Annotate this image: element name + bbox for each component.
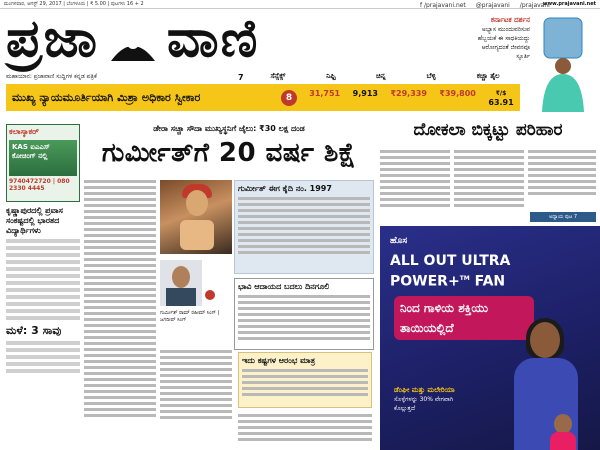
logo-emblem-icon	[107, 19, 159, 59]
ad-offer: ಡೆಂಘೀ ಮತ್ತು ಮಲೇರಿಯಾ ಸೊಳ್ಳೆಗಳನ್ನು 30% ವೇಗವಾಗಿ ಕೊಲ್ಲುತ್ತದೆ	[394, 386, 455, 412]
doklam-headline[interactable]: ದೋಕಲಾ ಬಿಕ್ಕಟ್ಟು ಪರಿಹಾರ	[413, 120, 563, 140]
gurmeet-photo[interactable]	[160, 180, 232, 254]
red-dot-icon	[205, 290, 215, 300]
teaser-photo[interactable]	[530, 16, 596, 112]
judge-photo[interactable]	[160, 260, 202, 306]
market-label: ಬೆಳ್ಳಿ	[426, 72, 436, 80]
banner-headline[interactable]: ಮುಖ್ಯ ನ್ಯಾಯಮೂರ್ತಿಯಾಗಿ ಮಿಶ್ರಾ ಅಧಿಕಾರ ಸ್ವೀಕಾರ	[12, 90, 201, 104]
teaser-box[interactable]	[410, 16, 530, 68]
teaser-heading: ಕರ್ನಾಟಕ ದರ್ಶನ	[490, 16, 530, 24]
market-label: ಚಿನ್ನ	[376, 72, 386, 80]
main-headline[interactable]: ಗುರ್ಮೀತ್‌ಗೆ 20 ವರ್ಷ ಶಿಕ್ಷೆ	[101, 138, 357, 168]
sensex-value: 31,751	[309, 88, 341, 98]
banner-page-badge: 8	[281, 90, 297, 106]
left-body-text	[6, 239, 80, 320]
logo-title-left: ಪ್ರಜಾ	[6, 8, 99, 69]
crude-value: ₹/$ 63.91	[488, 89, 514, 107]
rain-headline[interactable]: ಮಳೆ: 3 ಸಾವು	[6, 324, 62, 337]
rain-body-text	[6, 341, 80, 373]
beginning-text	[242, 369, 368, 396]
logo-title-right: ವಾಣಿ	[166, 8, 260, 69]
market-label: ಸೆನ್ಸೆಕ್ಸ್	[270, 72, 286, 80]
market-label: ಕಚ್ಚಾ ತೈಲ	[476, 72, 500, 80]
kas-brand: ಕಲಾಸ್ಕಾಕರ್	[9, 127, 39, 136]
kas-ad-text: KAS ಐಎಎಸ್ ಕೋಚಿಂಗ್ ನಲ್ಲಿ	[9, 140, 77, 176]
masthead-logo[interactable]	[6, 7, 376, 71]
beginning-box[interactable]	[238, 352, 372, 408]
teaser-line: ಅಭ್ಯಾಸ ಮುಂದುವರಿಸುವ	[481, 26, 530, 33]
index-number: 7	[238, 73, 244, 82]
left-column	[6, 124, 80, 450]
left-headline[interactable]: ಕೃಷ್ಣಾಪುರದಲ್ಲಿ ಪ್ರವಾಸ ಸಂಕಷ್ಟದಲ್ಲಿ ಭಾರತದ ವಿದ್ಯಾರ್ಥಿಗಳು	[6, 206, 63, 235]
teaser-line: ಆರೋಗ್ಯದಂತೆ ಜೀವನವೂ	[481, 44, 530, 51]
teaser-line: ಹೆಬ್ಬಯಕೆ ಈ ಸಾಧಕಿಯದ್ದು	[477, 35, 530, 42]
instagram-link[interactable]: /prajavani	[519, 2, 550, 9]
twitter-link[interactable]: @prajavani	[475, 2, 510, 9]
banner-bar	[6, 84, 520, 111]
main-body-column-2	[160, 350, 232, 422]
ad-tagline: ನಿಂದ ಗಾಳಿಯ ಶಕ್ತಿಯು ತಾಯಿಯಲ್ಲಿದೆ	[394, 296, 534, 340]
doklam-col-1	[380, 150, 450, 210]
prisoner-number-text	[238, 197, 370, 254]
main-body-column-1	[84, 180, 156, 420]
kas-advert[interactable]	[6, 124, 80, 202]
prisoner-number-headline: ಗುರ್ಮೀತ್ ಈಗ ಕೈದಿ ನಂ. 1997	[238, 184, 332, 193]
ad-product-name: ALL OUT ULTRA POWER+™ FAN	[390, 253, 511, 290]
market-label: ನಿಫ್ಟಿ	[326, 72, 336, 80]
daily-wage-headline: ಭಾವಿ ಆದಾಯದ ಬದಲು ದಿನಗೂಲಿ	[238, 282, 330, 291]
ad-child-image	[548, 414, 578, 450]
teaser-line: ಸ್ಫೂರ್ತಿ	[516, 53, 530, 60]
ad-new-label: ಹೊಸ	[390, 236, 408, 246]
gold-value: ₹29,339	[390, 88, 427, 98]
market-labels	[250, 72, 520, 82]
prisoner-number-box[interactable]	[234, 180, 374, 274]
silver-value: ₹39,800	[439, 88, 476, 98]
doklam-more-link[interactable]: ಅಧ್ಯಾಯ ಪುಟ 7	[530, 212, 596, 222]
daily-wage-text	[238, 295, 370, 340]
market-values	[303, 89, 520, 107]
main-body-column-3	[238, 414, 372, 444]
allout-advert[interactable]	[380, 226, 600, 450]
website-url[interactable]: www.prajavani.net	[542, 1, 596, 7]
facebook-link[interactable]: f /prajavani.net	[420, 2, 466, 9]
nifty-value: 9,913	[352, 88, 378, 98]
social-links	[420, 2, 600, 14]
doklam-col-2	[454, 150, 524, 210]
main-kicker: ಡೇರಾ ಸಚ್ಚಾ ಸೌದಾ ಮುಖ್ಯಸ್ಥನಿಗೆ ಜೈಲು: ₹30 ಲಕ್ಷ ದಂಡ	[153, 124, 305, 133]
daily-wage-box[interactable]	[234, 278, 374, 350]
doklam-col-3	[528, 150, 596, 198]
masthead-tagline: ಮಹಾಯಾನ: ಪ್ರಜಾವಾಣಿ ಸುದ್ದಿಗಳ ಕನ್ನಡ ಪತ್ರಿಕೆ	[6, 73, 97, 80]
beginning-headline: ಇದು ಕಷ್ಟಗಳ ಆರಂಭ ಮಾತ್ರ	[242, 356, 316, 365]
dateline: ಮಂಗಳವಾರ, ಆಗಸ್ಟ್ 29, 2017 | ಬೆಂಗಳೂರು | ₹ 5.00 | ಪುಟಗಳು 16 + 2	[4, 1, 144, 7]
kas-phone: 9740472720 | 080 2330 4445	[9, 178, 70, 192]
photo-caption: ಗುರ್ಮೀತ್ ರಾಮ್ ರಹೀಮ್ ಸಿಂಗ್ | ಜಗದೀಪ್ ಸಿಂಗ್	[160, 310, 220, 323]
